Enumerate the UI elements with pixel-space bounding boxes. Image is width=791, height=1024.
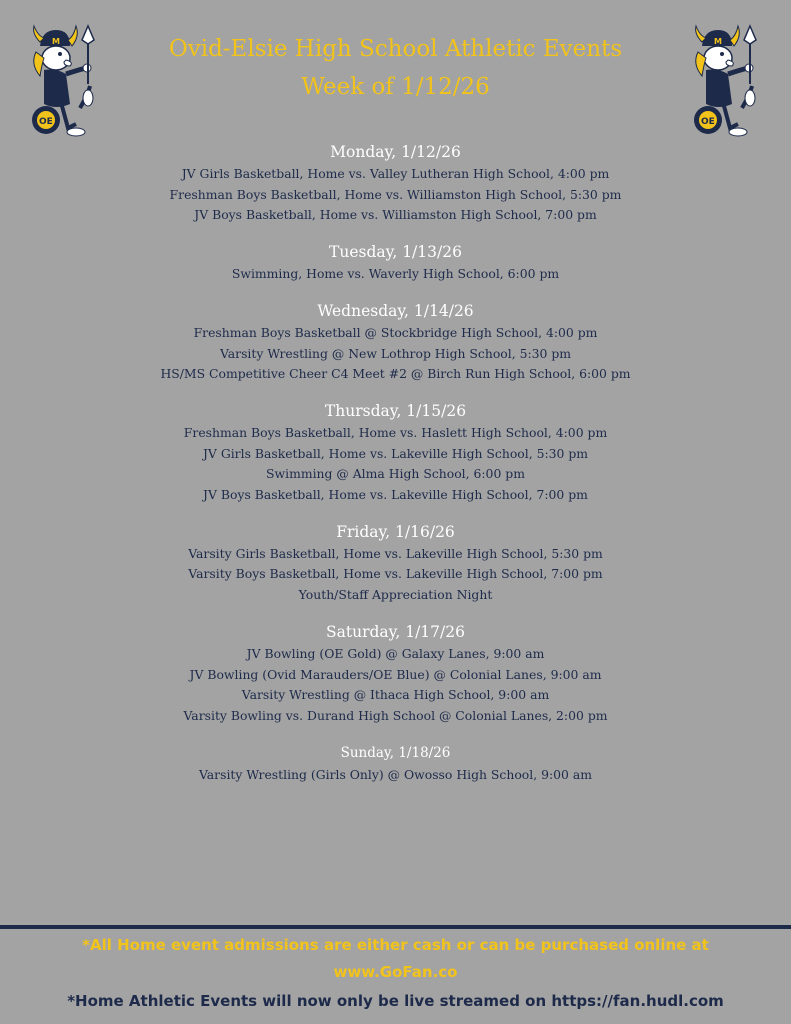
event-item: Varsity Girls Basketball, Home vs. Lakeville High School, 5:30 pm	[188, 545, 603, 561]
event-item: Varsity Bowling vs. Durand High School @ Colonial Lanes, 2:00 pm	[183, 707, 608, 723]
weekly-schedule	[0, 140, 791, 799]
event-item: Freshman Boys Basketball @ Stockbridge High School, 4:00 pm	[193, 324, 598, 340]
admission-note: *All Home event admissions are either cash or can be purchased online at www.GoFan.co	[82, 936, 709, 981]
event-item: Varsity Wrestling @ Ithaca High School, 9:00 am	[241, 687, 550, 703]
event-item: JV Boys Basketball, Home vs. Lakeville High School, 7:00 pm	[203, 487, 588, 503]
day-block-monday	[0, 140, 791, 226]
event-item: Freshman Boys Basketball, Home vs. Haslett High School, 4:00 pm	[183, 424, 608, 440]
event-item: Varsity Wrestling (Girls Only) @ Owosso High School, 9:00 am	[198, 766, 592, 782]
day-title: Friday, 1/16/26	[336, 522, 455, 541]
day-block-tuesday	[0, 240, 791, 285]
day-title: Thursday, 1/15/26	[324, 401, 467, 420]
day-block-thursday	[0, 399, 791, 506]
event-item: JV Girls Basketball, Home vs. Lakeville High School, 5:30 pm	[202, 445, 589, 461]
event-item: Varsity Boys Basketball, Home vs. Lakeville High School, 7:00 pm	[188, 566, 603, 582]
day-block-sunday	[0, 741, 791, 786]
event-item: JV Boys Basketball, Home vs. Williamston High School, 7:00 pm	[194, 207, 597, 223]
event-item: HS/MS Competitive Cheer C4 Meet #2 @ Birch Run High School, 6:00 pm	[160, 366, 631, 382]
svg-text:M: M	[52, 37, 60, 46]
footer-divider	[0, 925, 791, 929]
day-block-friday	[0, 520, 791, 606]
event-item: JV Bowling (Ovid Marauders/OE Blue) @ Colonial Lanes, 9:00 am	[189, 666, 602, 682]
event-item: JV Girls Basketball, Home vs. Valley Lutheran High School, 4:00 pm	[181, 166, 610, 181]
day-title: Sunday, 1/18/26	[340, 744, 451, 761]
event-item: JV Bowling (OE Gold) @ Galaxy Lanes, 9:00 am	[246, 645, 545, 661]
event-item: Youth/Staff Appreciation Night	[298, 587, 493, 603]
day-block-wednesday	[0, 299, 791, 385]
event-item: Swimming, Home vs. Waverly High School, 6:00 pm	[231, 266, 560, 282]
svg-text:M: M	[714, 37, 722, 46]
day-title: Saturday, 1/17/26	[326, 622, 465, 641]
day-block-saturday	[0, 620, 791, 727]
page-title	[0, 30, 791, 106]
event-item: Varsity Wrestling @ New Lothrop High School, 5:30 pm	[219, 345, 572, 361]
event-item: Freshman Boys Basketball, Home vs. Williamston High School, 5:30 pm	[169, 186, 622, 202]
day-title: Tuesday, 1/13/26	[329, 243, 462, 262]
day-title: Monday, 1/12/26	[330, 143, 461, 161]
stream-note: *Home Athletic Events will now only be live streamed on https://fan.hudl.com	[67, 992, 724, 1010]
day-title: Wednesday, 1/14/26	[317, 301, 474, 320]
svg-text:OE: OE	[701, 117, 715, 127]
page-title-line2: Week of 1/12/26	[301, 74, 490, 100]
footer	[0, 932, 791, 1015]
page-title-line1: Ovid-Elsie High School Athletic Events	[168, 36, 623, 62]
event-item: Swimming @ Alma High School, 6:00 pm	[266, 466, 525, 482]
svg-text:OE: OE	[39, 117, 53, 127]
